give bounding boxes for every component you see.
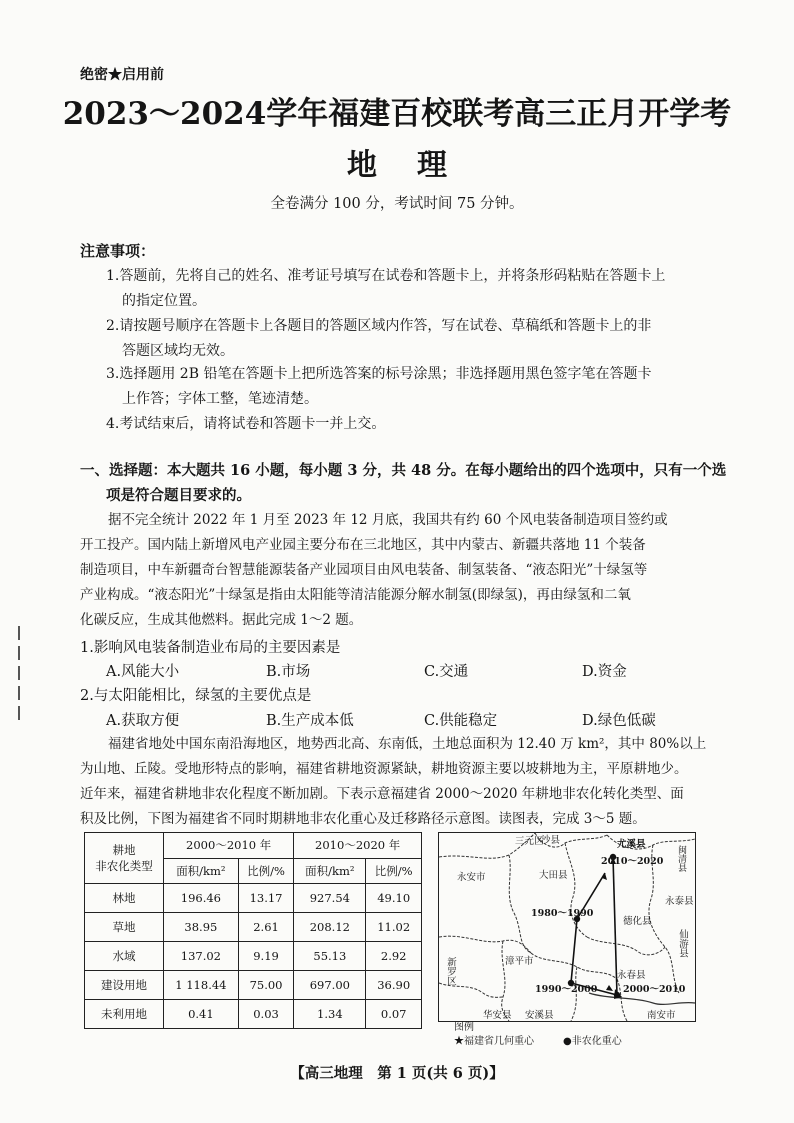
legend-geometric-center: ★福建省几何重心 [454, 1036, 534, 1047]
label-period-1980-1990: 1980～1990 [531, 908, 594, 919]
notice-item-4: 4.考试结束后，请将试卷和答题卡一并上交。 [106, 416, 386, 432]
label-datian: 大田县 [539, 870, 568, 881]
label-xinluo: 新罗区 [445, 957, 456, 986]
label-youxi: 尤溪县 [617, 839, 646, 850]
centroid-migration-map [438, 832, 696, 1022]
page-footer: 【高三地理 第 1 页(共 6 页)】 [290, 1065, 504, 1082]
option-b[interactable]: B.生产成本低 [266, 713, 354, 729]
passage-fujian-farmland: 福建省地处中国东南沿海地区，地势西北高、东南低，土地总面积为 12.40 万 km²，其中 80%以上 为山地、丘陵。受地形特点的影响，福建省耕地资源紧缺，耕地资源主要以坡耕地为主，平原耕地少。 近年来，福建省耕地非农化程度不断加剧。下表示意福建省 2000～2020 年耕地非农化转化类型、面 积及比例，下图为福建省不同时期耕地非农化重心及迁移路径示意图。读图表，完成 3～5 题。 [80, 736, 707, 827]
question-1-stem: 1.影响风电装备制造业布局的主要因素是 [80, 640, 341, 656]
table-row: 草地 38.95 2.61 208.12 11.02 [85, 913, 422, 942]
label-dehua: 德化县 [623, 916, 652, 927]
label-zhangping: 漳平市 [505, 956, 534, 967]
column-header: 面积/km² [164, 858, 239, 884]
label-period-1990-2000: 1990～2000 [535, 984, 598, 995]
section-heading: 一、选择题：本大题共 16 小题，每小题 3 分，共 48 分。在每小题给出的四个选项中，只有一个选 项是符合题目要求的。 [80, 462, 727, 504]
option-a[interactable]: A.风能大小 [106, 664, 180, 680]
label-period-2010-2020: 2010～2020 [601, 856, 664, 867]
column-header: 面积/km² [294, 858, 366, 884]
option-b[interactable]: B.市场 [266, 664, 311, 680]
table-row: 水域 137.02 9.19 55.13 2.92 [85, 942, 422, 971]
migration-path [571, 857, 617, 995]
table-row: 林地 196.46 13.17 927.54 49.10 [85, 884, 422, 913]
option-a[interactable]: A.获取方便 [106, 713, 180, 729]
notice-item-2: 2.请按题号顺序在答题卡上各题目的答题区域内作答，写在试卷、草稿纸和答题卡上的非 答题区域均无效。 [106, 318, 652, 359]
option-c[interactable]: C.供能稳定 [424, 713, 498, 729]
option-d[interactable]: D.绿色低碳 [582, 713, 656, 729]
label-huaan: 华安县 [483, 1010, 512, 1021]
label-anxi: 安溪县 [525, 1010, 554, 1021]
label-minqing: 闽清县 [676, 845, 686, 872]
label-nanan: 南安市 [647, 1010, 676, 1021]
passage-wind-hydrogen: 据不完全统计 2022 年 1 月至 2023 年 12 月底，我国共有约 60 个风电装备制造项目签约或 开工投产。国内陆上新增风电产业园主要分布在三北地区，其中内蒙古、新疆共落地 11 个装备 制造项目，中车新疆奇台智慧能源装备产业园项目由风电装备、制氢装备、“液态阳光”十绿氢等 产业构成。“液态阳光”十绿氢是指由太阳能等清洁能源分解水制氢(即绿氢)，再由绿氢和二氧 化碳反应，生成其他燃料。据此完成 1～2 题。 [80, 512, 668, 628]
option-d[interactable]: D.资金 [582, 664, 627, 680]
column-header: 比例/% [238, 858, 294, 884]
notice-heading: 注意事项： [80, 242, 156, 260]
score-time-line: 全卷满分 100 分，考试时间 75 分钟。 [270, 196, 524, 212]
column-header: 比例/% [366, 858, 422, 884]
subject-title: 地理 [347, 148, 487, 183]
notice-item-1: 1.答题前，先将自己的姓名、准考证号填写在试卷和答题卡上，并将条形码粘贴在答题卡上 的指定位置。 [106, 268, 666, 309]
table-row: 未利用地 0.41 0.03 1.34 0.07 [85, 1000, 422, 1029]
label-shaxian: 沙县 [541, 835, 561, 846]
label-yongtai: 永泰县 [665, 896, 694, 907]
label-yongan: 永安市 [457, 872, 486, 883]
option-c[interactable]: C.交通 [424, 664, 469, 680]
geometric-center-star [606, 985, 613, 991]
table-row: 建设用地 1 118.44 75.00 697.00 36.90 [85, 971, 422, 1000]
farmland-conversion-table [84, 832, 422, 1029]
label-yongchun: 永春县 [617, 970, 646, 981]
binding-margin-marks [12, 620, 26, 760]
period-header-2010-2020: 2010～2020 年 [294, 833, 422, 859]
label-xianyou: 仙游县 [677, 929, 688, 958]
confidential-mark: 绝密★启用前 [80, 67, 164, 83]
question-2-stem: 2.与太阳能相比，绿氢的主要优点是 [80, 688, 312, 704]
legend-centroid: ●非农化重心 [563, 1036, 622, 1047]
table-corner-header: 耕地 非农化类型 [85, 833, 164, 884]
legend-heading: 图例 [454, 1022, 474, 1033]
label-period-2000-2010: 2000～2010 [623, 984, 686, 995]
exam-title: 2023～2024学年福建百校联考高三正月开学考 [62, 96, 732, 132]
notice-item-3: 3.选择题用 2B 铅笔在答题卡上把所选答案的标号涂黑；非选择题用黑色签字笔在答题卡 上作答；字体工整，笔迹清楚。 [106, 366, 652, 407]
period-header-2000-2010: 2000～2010 年 [164, 833, 294, 859]
label-sanyuan: 三元区 [515, 836, 544, 847]
